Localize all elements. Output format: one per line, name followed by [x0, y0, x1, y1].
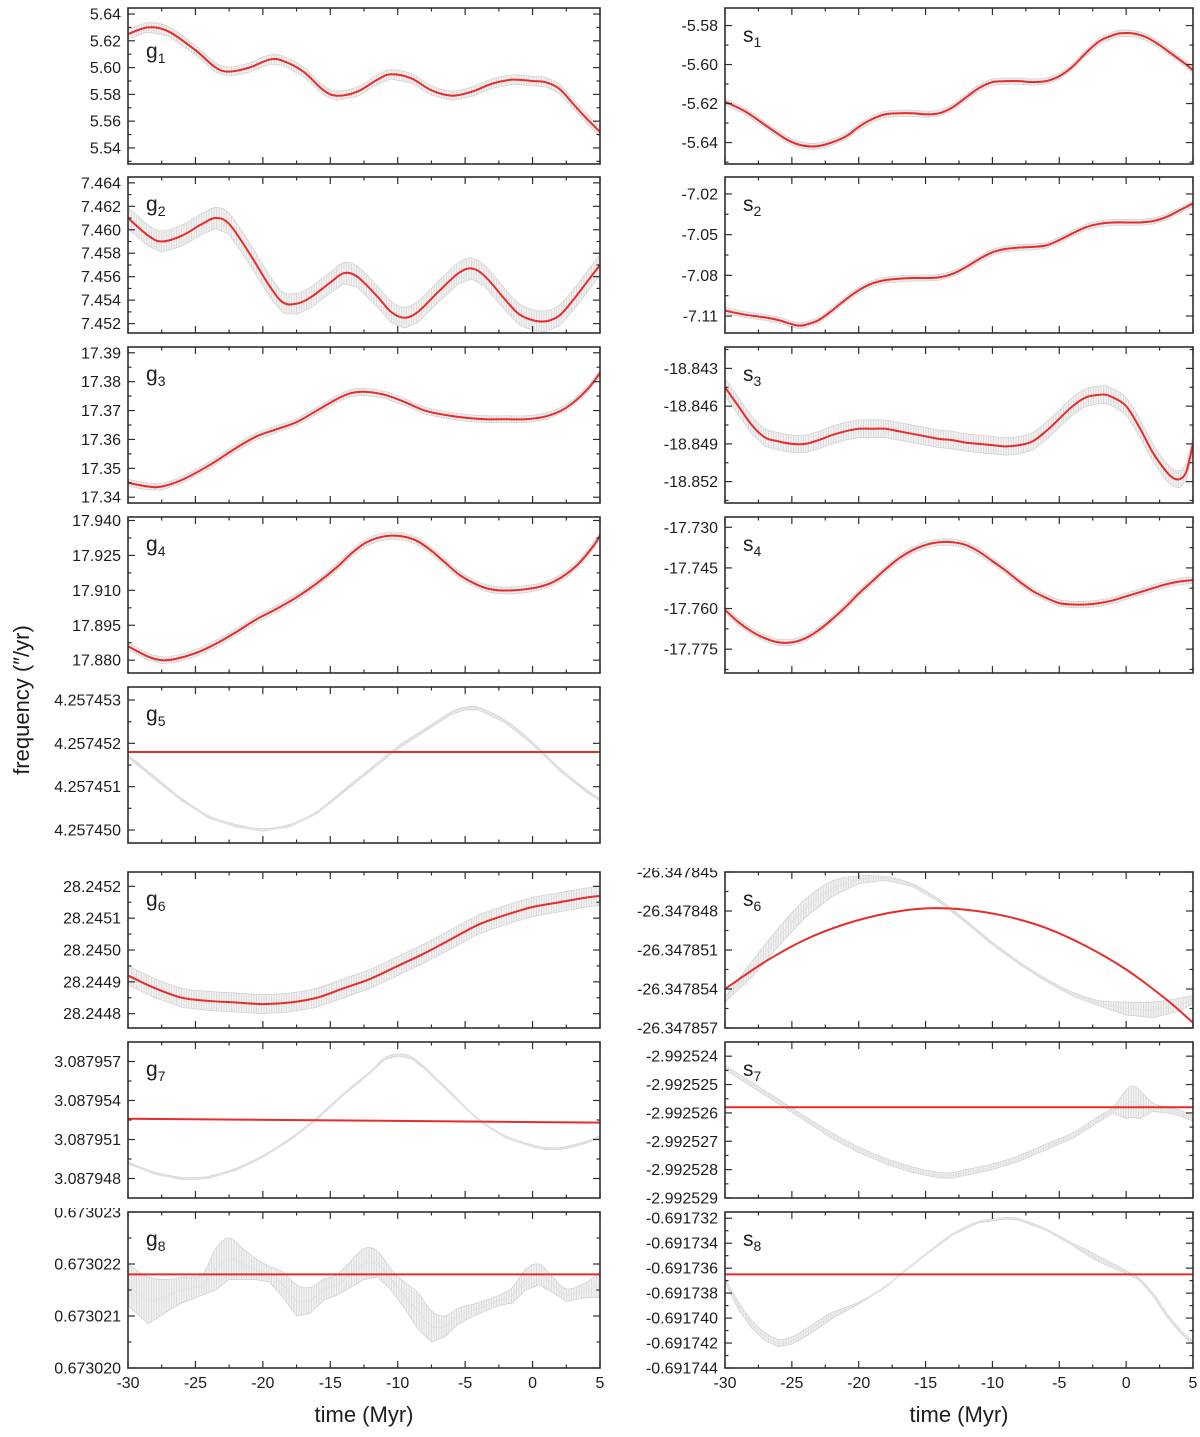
y-tick-label: -0.691738: [645, 1285, 718, 1303]
y-tick-label: 0.673020: [54, 1360, 121, 1378]
y-tick-label: -0.691736: [645, 1260, 718, 1278]
y-tick-label: -2.992528: [645, 1162, 718, 1180]
y-tick-label: 7.452: [80, 316, 121, 334]
x-tick-label: -20: [251, 1375, 275, 1392]
y-tick-label: 17.895: [72, 617, 121, 635]
y-tick-label: 3.087948: [54, 1171, 121, 1188]
uncertainty-band: [128, 1054, 600, 1180]
y-tick-label: 0.673023: [54, 1208, 121, 1222]
y-tick-label: -2.992529: [645, 1190, 718, 1206]
x-tick-label: 5: [595, 1375, 605, 1392]
panel-label-g3: $g_3$: [146, 363, 166, 389]
y-tick-label: -5.60: [681, 57, 718, 75]
y-tick-label: -18.849: [663, 436, 718, 454]
y-tick-label: -18.852: [663, 474, 718, 492]
y-tick-label: 0.673022: [54, 1256, 121, 1274]
plot-frame: [128, 687, 600, 843]
y-tick-label: -7.02: [681, 186, 718, 204]
y-tick-label: 5.62: [89, 33, 121, 51]
y-tick-label: -7.05: [681, 227, 718, 245]
y-tick-label: -26.347851: [637, 942, 718, 960]
panel-s4: [630, 513, 1200, 681]
y-tick-label: 3.087957: [54, 1054, 121, 1071]
red-curve: [128, 536, 600, 661]
x-tick-label: -20: [847, 1375, 871, 1392]
x-tick-label: -30: [713, 1375, 737, 1392]
x-tick-label: -5: [458, 1375, 473, 1392]
uncertainty-band: [128, 886, 600, 1013]
panel-g3: [33, 343, 610, 511]
y-tick-label: 4.257450: [54, 822, 121, 840]
x-tick-label: 0: [528, 1375, 538, 1392]
uncertainty-band: [725, 1065, 1193, 1178]
panel-label-g4: $g_4$: [146, 533, 166, 559]
y-tick-label: -17.730: [663, 519, 718, 537]
panel-label-g8: $g_8$: [146, 1228, 166, 1254]
y-tick-label: 28.2448: [63, 1006, 121, 1024]
x-tick-label: -5: [1052, 1375, 1067, 1392]
panel-label-s8: $s_8$: [743, 1228, 762, 1254]
y-tick-label: -7.11: [682, 308, 718, 326]
y-tick-label: 7.458: [80, 245, 121, 263]
tick-marks: [725, 347, 1193, 503]
y-tick-label: -0.691744: [645, 1360, 718, 1378]
tick-marks: [725, 177, 1193, 333]
x-axis-title-left: time (Myr): [314, 1402, 414, 1427]
panel-g7: [33, 1038, 610, 1206]
y-tick-label: 7.464: [80, 175, 121, 193]
y-tick-label: -17.775: [663, 641, 718, 659]
y-tick-label: -7.08: [681, 267, 718, 285]
uncertainty-band: [725, 1217, 1193, 1347]
panel-g8: [33, 1208, 610, 1398]
y-tick-label: 5.64: [89, 6, 121, 24]
y-tick-label: -17.760: [663, 601, 718, 619]
y-tick-label: 17.880: [72, 652, 121, 670]
tick-marks: [128, 347, 600, 503]
y-tick-label: 28.2450: [63, 942, 121, 960]
uncertainty-band: [725, 30, 1193, 150]
gray-curve: [725, 1068, 1193, 1176]
x-tick-label: -25: [183, 1375, 207, 1392]
y-tick-label: 17.940: [72, 513, 121, 530]
uncertainty-band: [128, 706, 600, 831]
uncertainty-band: [725, 875, 1193, 1017]
y-tick-label: 5.54: [89, 140, 121, 158]
y-tick-label: 4.257451: [54, 779, 121, 797]
y-tick-label: 7.456: [80, 269, 121, 287]
uncertainty-band: [725, 378, 1193, 487]
panel-g6: [33, 868, 610, 1036]
y-tick-label: 7.462: [80, 198, 121, 216]
y-tick-label: 4.257452: [54, 735, 121, 753]
y-tick-label: -5.58: [681, 18, 718, 36]
x-axis-title-right: time (Myr): [909, 1402, 1009, 1427]
y-tick-label: 3.087951: [54, 1132, 121, 1149]
uncertainty-band: [725, 539, 1193, 646]
uncertainty-band: [725, 200, 1193, 328]
y-tick-label: 17.37: [80, 403, 121, 421]
uncertainty-band: [128, 532, 600, 664]
y-tick-label: -26.347857: [637, 1020, 718, 1036]
gray-curve: [725, 1218, 1193, 1343]
panel-label-s6: $s_6$: [743, 888, 762, 914]
y-tick-label: 5.56: [89, 113, 121, 131]
panel-label-g7: $g_7$: [146, 1058, 166, 1084]
panel-label-g1: $g_1$: [146, 40, 166, 66]
panel-label-s1: $s_1$: [743, 24, 762, 50]
y-tick-label: 3.087954: [54, 1093, 121, 1110]
panel-s2: [630, 173, 1200, 341]
tick-marks: [725, 1212, 1193, 1368]
x-tick-label: 5: [1188, 1375, 1198, 1392]
plot-frame: [128, 347, 600, 503]
plot-frame: [725, 347, 1193, 503]
y-tick-label: 28.2452: [63, 878, 121, 896]
panel-g5: [33, 683, 610, 851]
y-tick-label: 7.454: [80, 292, 121, 310]
red-curve: [725, 203, 1193, 325]
y-tick-label: -0.691732: [645, 1210, 718, 1228]
x-tick-label: -15: [318, 1375, 342, 1392]
x-tick-label: 0: [1121, 1375, 1131, 1392]
panel-label-s7: $s_7$: [743, 1058, 762, 1084]
y-tick-label: 28.2451: [63, 910, 121, 928]
y-tick-label: 17.36: [80, 431, 121, 449]
y-tick-label: 5.60: [89, 60, 121, 78]
y-tick-label: 17.925: [72, 547, 121, 565]
y-tick-label: -2.992527: [645, 1133, 718, 1151]
x-tick-label: -10: [980, 1375, 1004, 1392]
y-tick-label: 4.257453: [54, 692, 121, 710]
y-tick-label: 17.39: [80, 345, 121, 363]
y-tick-label: -2.992525: [645, 1077, 718, 1095]
y-tick-label: 28.2449: [63, 974, 121, 992]
x-tick-label: -15: [914, 1375, 938, 1392]
y-tick-label: 17.910: [72, 582, 121, 600]
panel-s1: [630, 4, 1200, 172]
red-curve: [128, 1119, 600, 1123]
panel-g2: [33, 173, 610, 341]
y-tick-label: -26.347845: [637, 868, 718, 882]
panel-s7: [630, 1038, 1200, 1206]
panel-label-g2: $g_2$: [146, 193, 166, 219]
gray-curve: [128, 708, 600, 830]
y-tick-label: 17.35: [80, 460, 121, 478]
panel-label-s2: $s_2$: [743, 193, 762, 219]
uncertainty-band: [128, 1238, 600, 1342]
panel-label-s3: $s_3$: [743, 363, 762, 389]
panel-label-g6: $g_6$: [146, 888, 166, 914]
y-tick-label: 5.58: [89, 86, 121, 104]
panel-label-s4: $s_4$: [743, 533, 762, 559]
y-tick-label: -2.992526: [645, 1105, 718, 1123]
panel-s6: [630, 868, 1200, 1036]
y-axis-title: frequency (″/yr): [9, 625, 34, 775]
panel-s8: [630, 1208, 1200, 1398]
panel-g1: [33, 4, 610, 172]
y-tick-label: -26.347854: [637, 981, 718, 999]
y-tick-label: -2.992524: [645, 1048, 718, 1066]
plot-frame: [725, 177, 1193, 333]
y-tick-label: 17.38: [80, 374, 121, 392]
red-curve: [725, 33, 1193, 146]
y-tick-label: 0.673021: [54, 1308, 121, 1326]
y-tick-label: -17.745: [663, 560, 718, 578]
gray-curve: [128, 1055, 600, 1179]
x-tick-label: -25: [780, 1375, 804, 1392]
x-tick-label: -10: [386, 1375, 410, 1392]
tick-marks: [128, 687, 600, 843]
x-tick-label: -30: [116, 1375, 140, 1392]
panel-g4: [33, 513, 610, 681]
y-tick-label: -0.691734: [645, 1235, 718, 1253]
plot-frame: [725, 1212, 1193, 1368]
y-tick-label: -0.691740: [645, 1310, 718, 1328]
y-tick-label: -18.846: [663, 398, 718, 416]
y-tick-label: -0.691742: [645, 1335, 718, 1353]
y-tick-label: 17.34: [80, 489, 121, 507]
y-tick-label: -18.843: [663, 360, 718, 378]
y-tick-label: -5.62: [681, 96, 718, 114]
uncertainty-band: [128, 23, 600, 137]
red-curve: [725, 542, 1193, 643]
y-tick-label: 7.460: [80, 222, 121, 240]
panel-label-g5: $g_5$: [146, 703, 166, 729]
y-tick-label: -5.64: [681, 135, 718, 153]
panel-s3: [630, 343, 1200, 511]
y-tick-label: -26.347848: [637, 903, 718, 921]
